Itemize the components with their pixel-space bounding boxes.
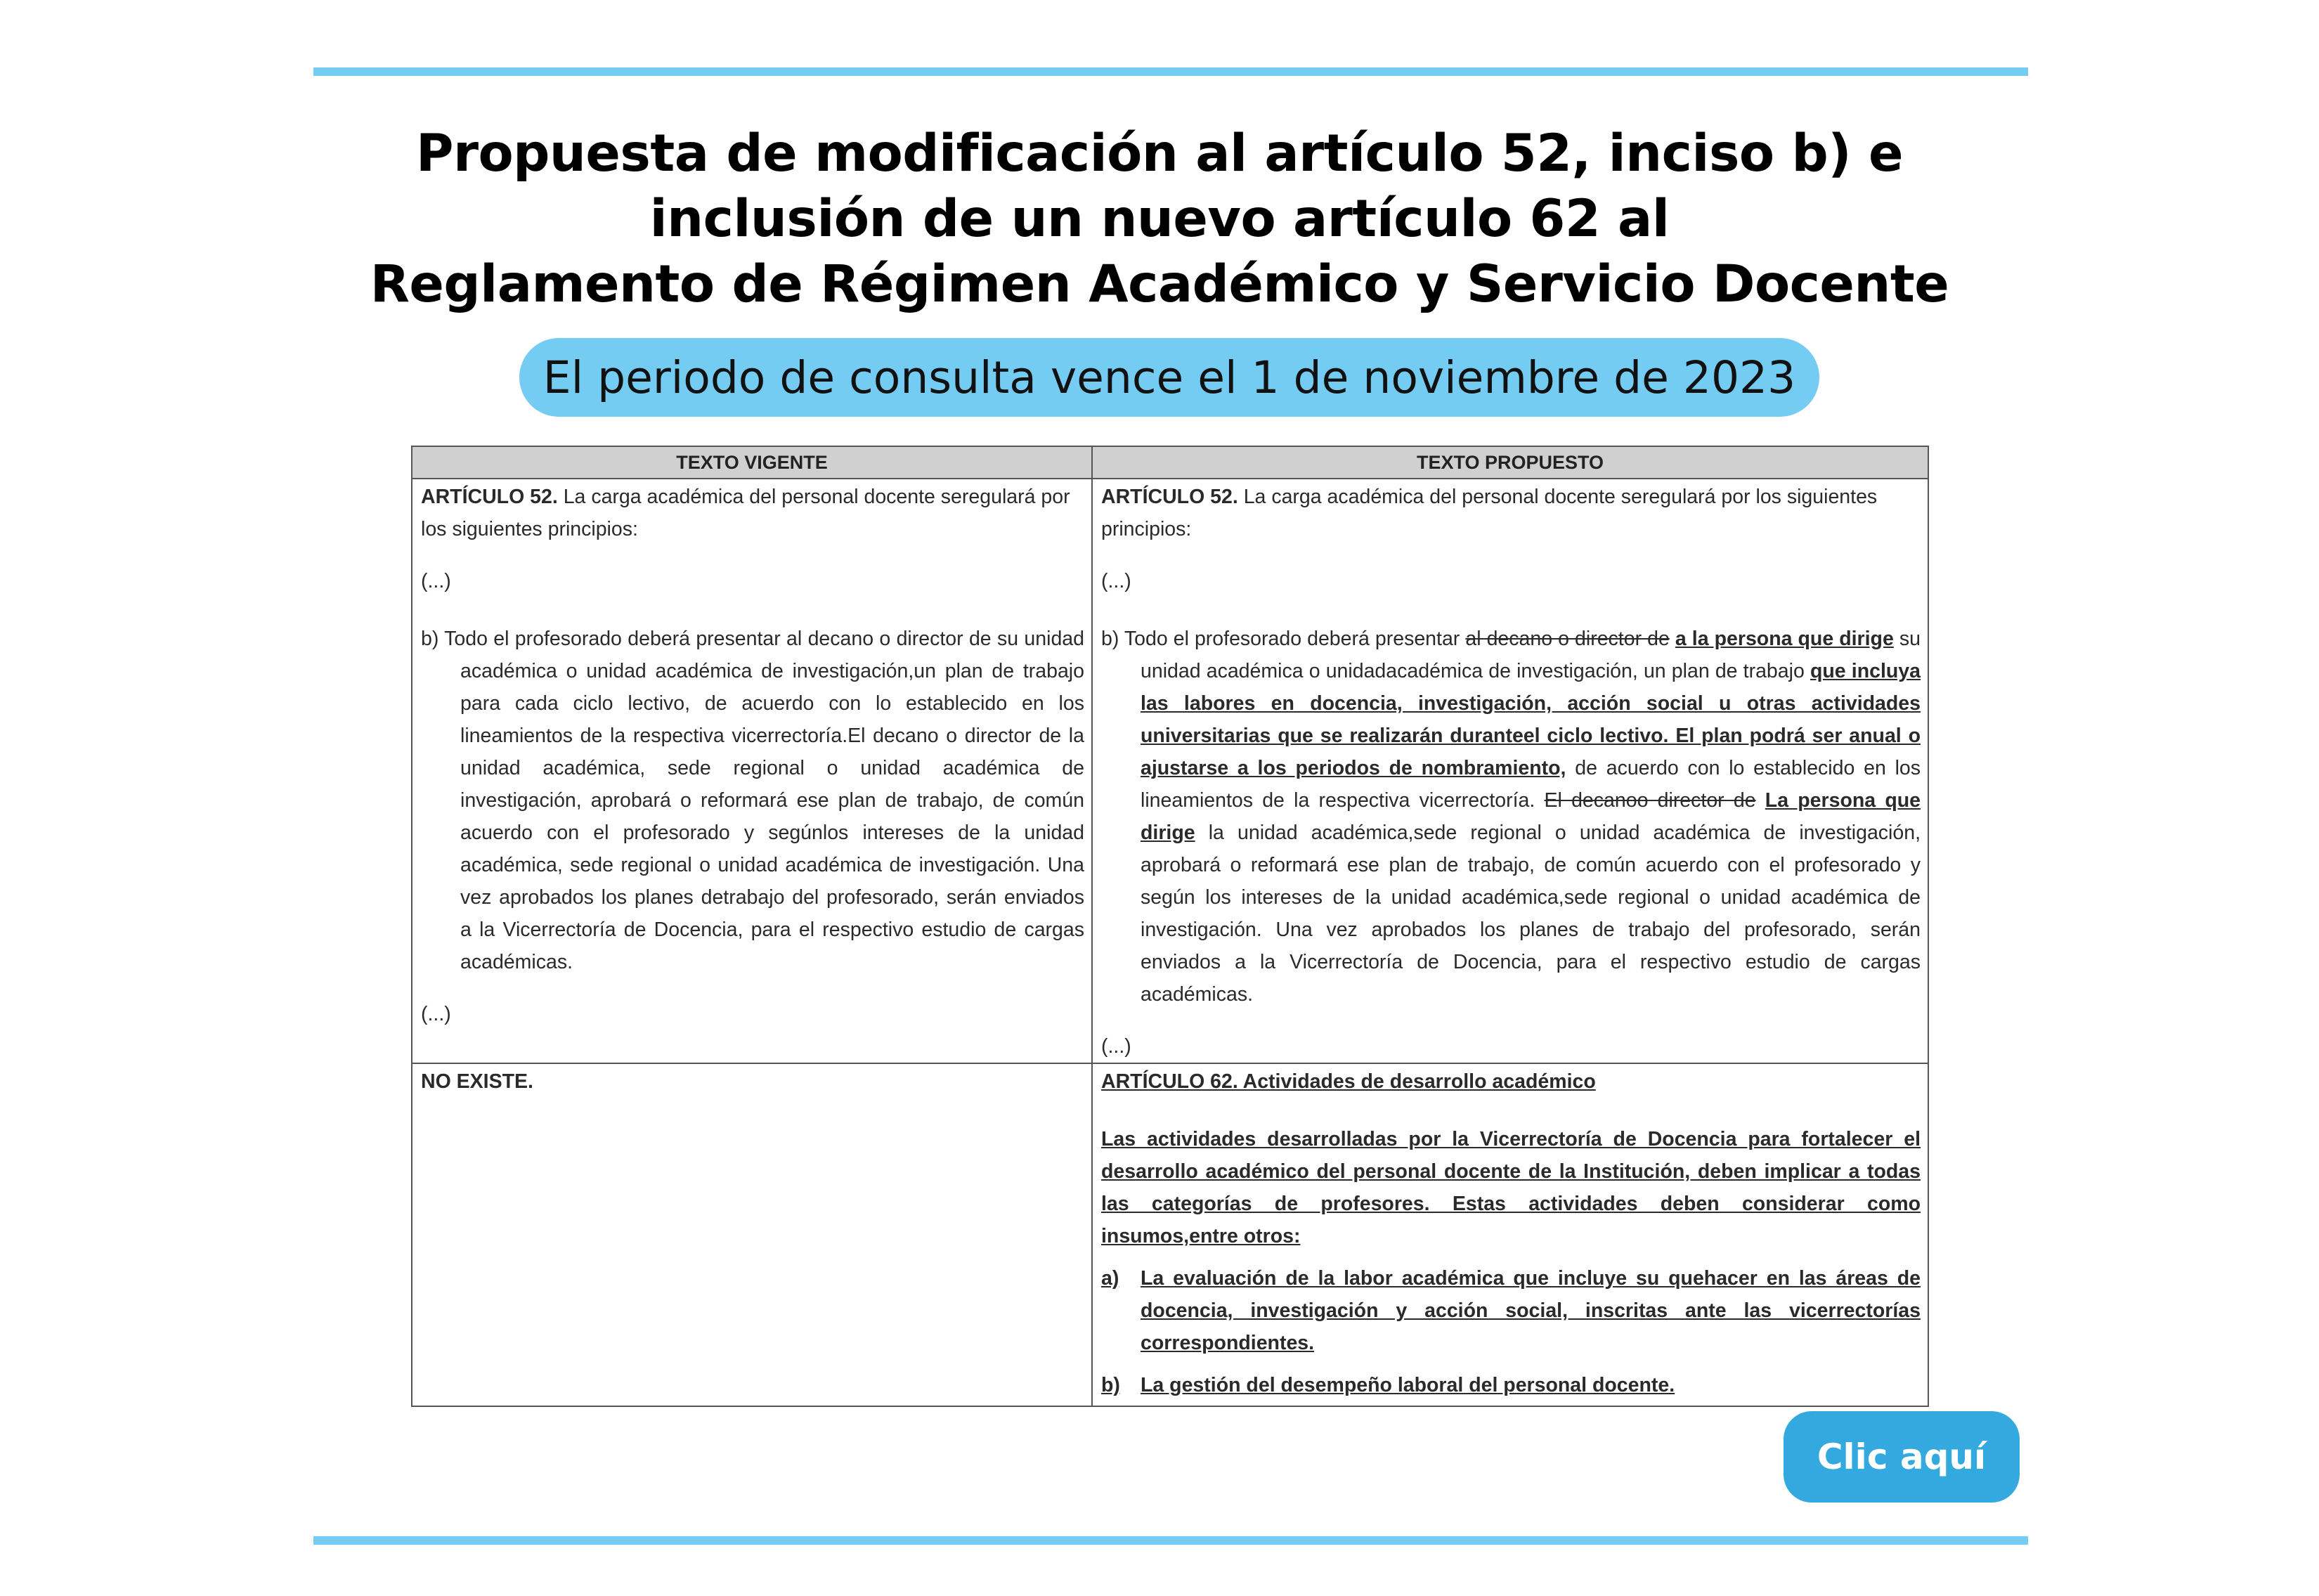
current-ellipsis: (...) (421, 570, 451, 592)
deleted-text: El decanoo director de (1544, 789, 1756, 812)
current-ellipsis-end: (...) (421, 1003, 451, 1025)
current-article-52-cell (412, 479, 1092, 1063)
current-article-62-cell (412, 1063, 1092, 1406)
list-marker: a) (1101, 1267, 1119, 1290)
current-art52-label: ARTÍCULO 52. (421, 486, 558, 508)
bottom-accent-rule (313, 1536, 2028, 1545)
list-text: La evaluación de la labor académica que incluye su quehacer en las áreas de docencia, investigación y acción social, inscritas ante las vicerrectorías correspondientes. (1141, 1267, 1921, 1354)
proposed-art52-intro: La carga académica del personal docente seregulará por los siguientes principios: (1101, 486, 1878, 540)
art62-item-a (1101, 1262, 1921, 1359)
current-item-b: b) Todo el profesorado deberá presentar al decano o director de su unidad académica o unidad académica de investigación,un plan de trabajo para cada ciclo lectivo, de acuerdo con lo establecido en los lineamientos de la respectiva vicerrectoría.El decano o director de la unidad académica, sede regional o unidad académica de investigación, aprobará o reformará ese plan de trabajo, de común acuerdo con el profesorado y segúnlos intereses de la unidad académica, sede regional o unidad académica de investigación. Una vez aprobados los planes detrabajo del profesorado, serán enviados a la Vicerrectoría de Docencia, para el respectivo estudio de cargas académicas. (421, 628, 1084, 973)
art62-body: Las actividades desarrolladas por la Vicerrectoría de Docencia para fortalecer el desarrollo académico del personal docente de la Institución, deben implicar a todas las categorías de profesores. Estas actividades deben considerar como insumos,entre otros: (1101, 1128, 1921, 1247)
clic-aqui-button[interactable]: Clic aquí (1784, 1411, 2020, 1503)
title-line-3: Reglamento de Régimen Académico y Servicio Docente (370, 254, 1949, 314)
title-line-1: Propuesta de modificación al artículo 52, inciso b) e (415, 124, 1904, 183)
table-row-article-62 (412, 1063, 1928, 1406)
table-header-row (412, 446, 1928, 479)
list-text: La gestión del desempeño laboral del personal docente. (1141, 1374, 1675, 1396)
title-line-2: inclusión de un nuevo artículo 62 al (649, 189, 1670, 249)
list-marker: b) (1101, 1374, 1120, 1396)
inserted-text: que incluya las labores en docencia, investigación, acción social u otras actividades universitarias que se realizarán duranteel ciclo lectivo. El plan podrá ser anual o ajustarse a los periodos de nombramiento, (1141, 660, 1921, 779)
proposed-ellipsis: (...) (1101, 570, 1131, 592)
header-current-text: TEXTO VIGENTE (412, 446, 1092, 479)
current-art52-intro: La carga académica del personal docente seregulará por los siguientes principios: (421, 486, 1070, 540)
proposed-article-52-cell (1092, 479, 1928, 1063)
header-proposed-text: TEXTO PROPUESTO (1092, 446, 1928, 479)
proposed-art52-label: ARTÍCULO 52. (1101, 486, 1238, 508)
page-title (0, 121, 2319, 317)
proposed-ellipsis-end: (...) (1101, 1035, 1131, 1058)
no-existe-label: NO EXISTE. (421, 1070, 533, 1093)
art62-item-b (1101, 1369, 1921, 1401)
inserted-text: a la persona que dirige (1675, 628, 1894, 650)
inserted-text: La persona que dirige (1141, 789, 1921, 844)
proposed-item-b: b) Todo el profesorado deberá presentar al decano o director de a la persona que dirige su unidad académica o unidadacadémica de investigación, un plan de trabajo que incluya las labores en docencia, investigación, acción social u otras actividades universitarias que se realizarán duranteel ciclo lectivo. El plan podrá ser anual o ajustarse a los periodos de nombramiento, de acuerdo con lo establecido en los lineamientos de la respectiva vicerrectoría. El decanoo director de La persona que dirige la unidad académica,sede regional o unidad académica de investigación, aprobará o reformará ese plan de trabajo, de común acuerdo con el profesorado y según los intereses de la unidad académica,sede regional o unidad académica de investigación. Una vez aprobados los planes de trabajo del profesorado, serán enviados a la Vicerrectoría de Docencia, para el respectivo estudio de cargas académicas. (1101, 628, 1921, 1006)
art62-heading: ARTÍCULO 62. Actividades de desarrollo académico (1101, 1070, 1596, 1093)
deleted-text: al decano o director de (1465, 628, 1670, 650)
comparison-table (411, 446, 1929, 1407)
top-accent-rule (313, 67, 2028, 76)
deadline-banner: El periodo de consulta vence el 1 de noviembre de 2023 (519, 338, 1819, 417)
proposed-article-62-cell (1092, 1063, 1928, 1406)
table-row-article-52 (412, 479, 1928, 1063)
